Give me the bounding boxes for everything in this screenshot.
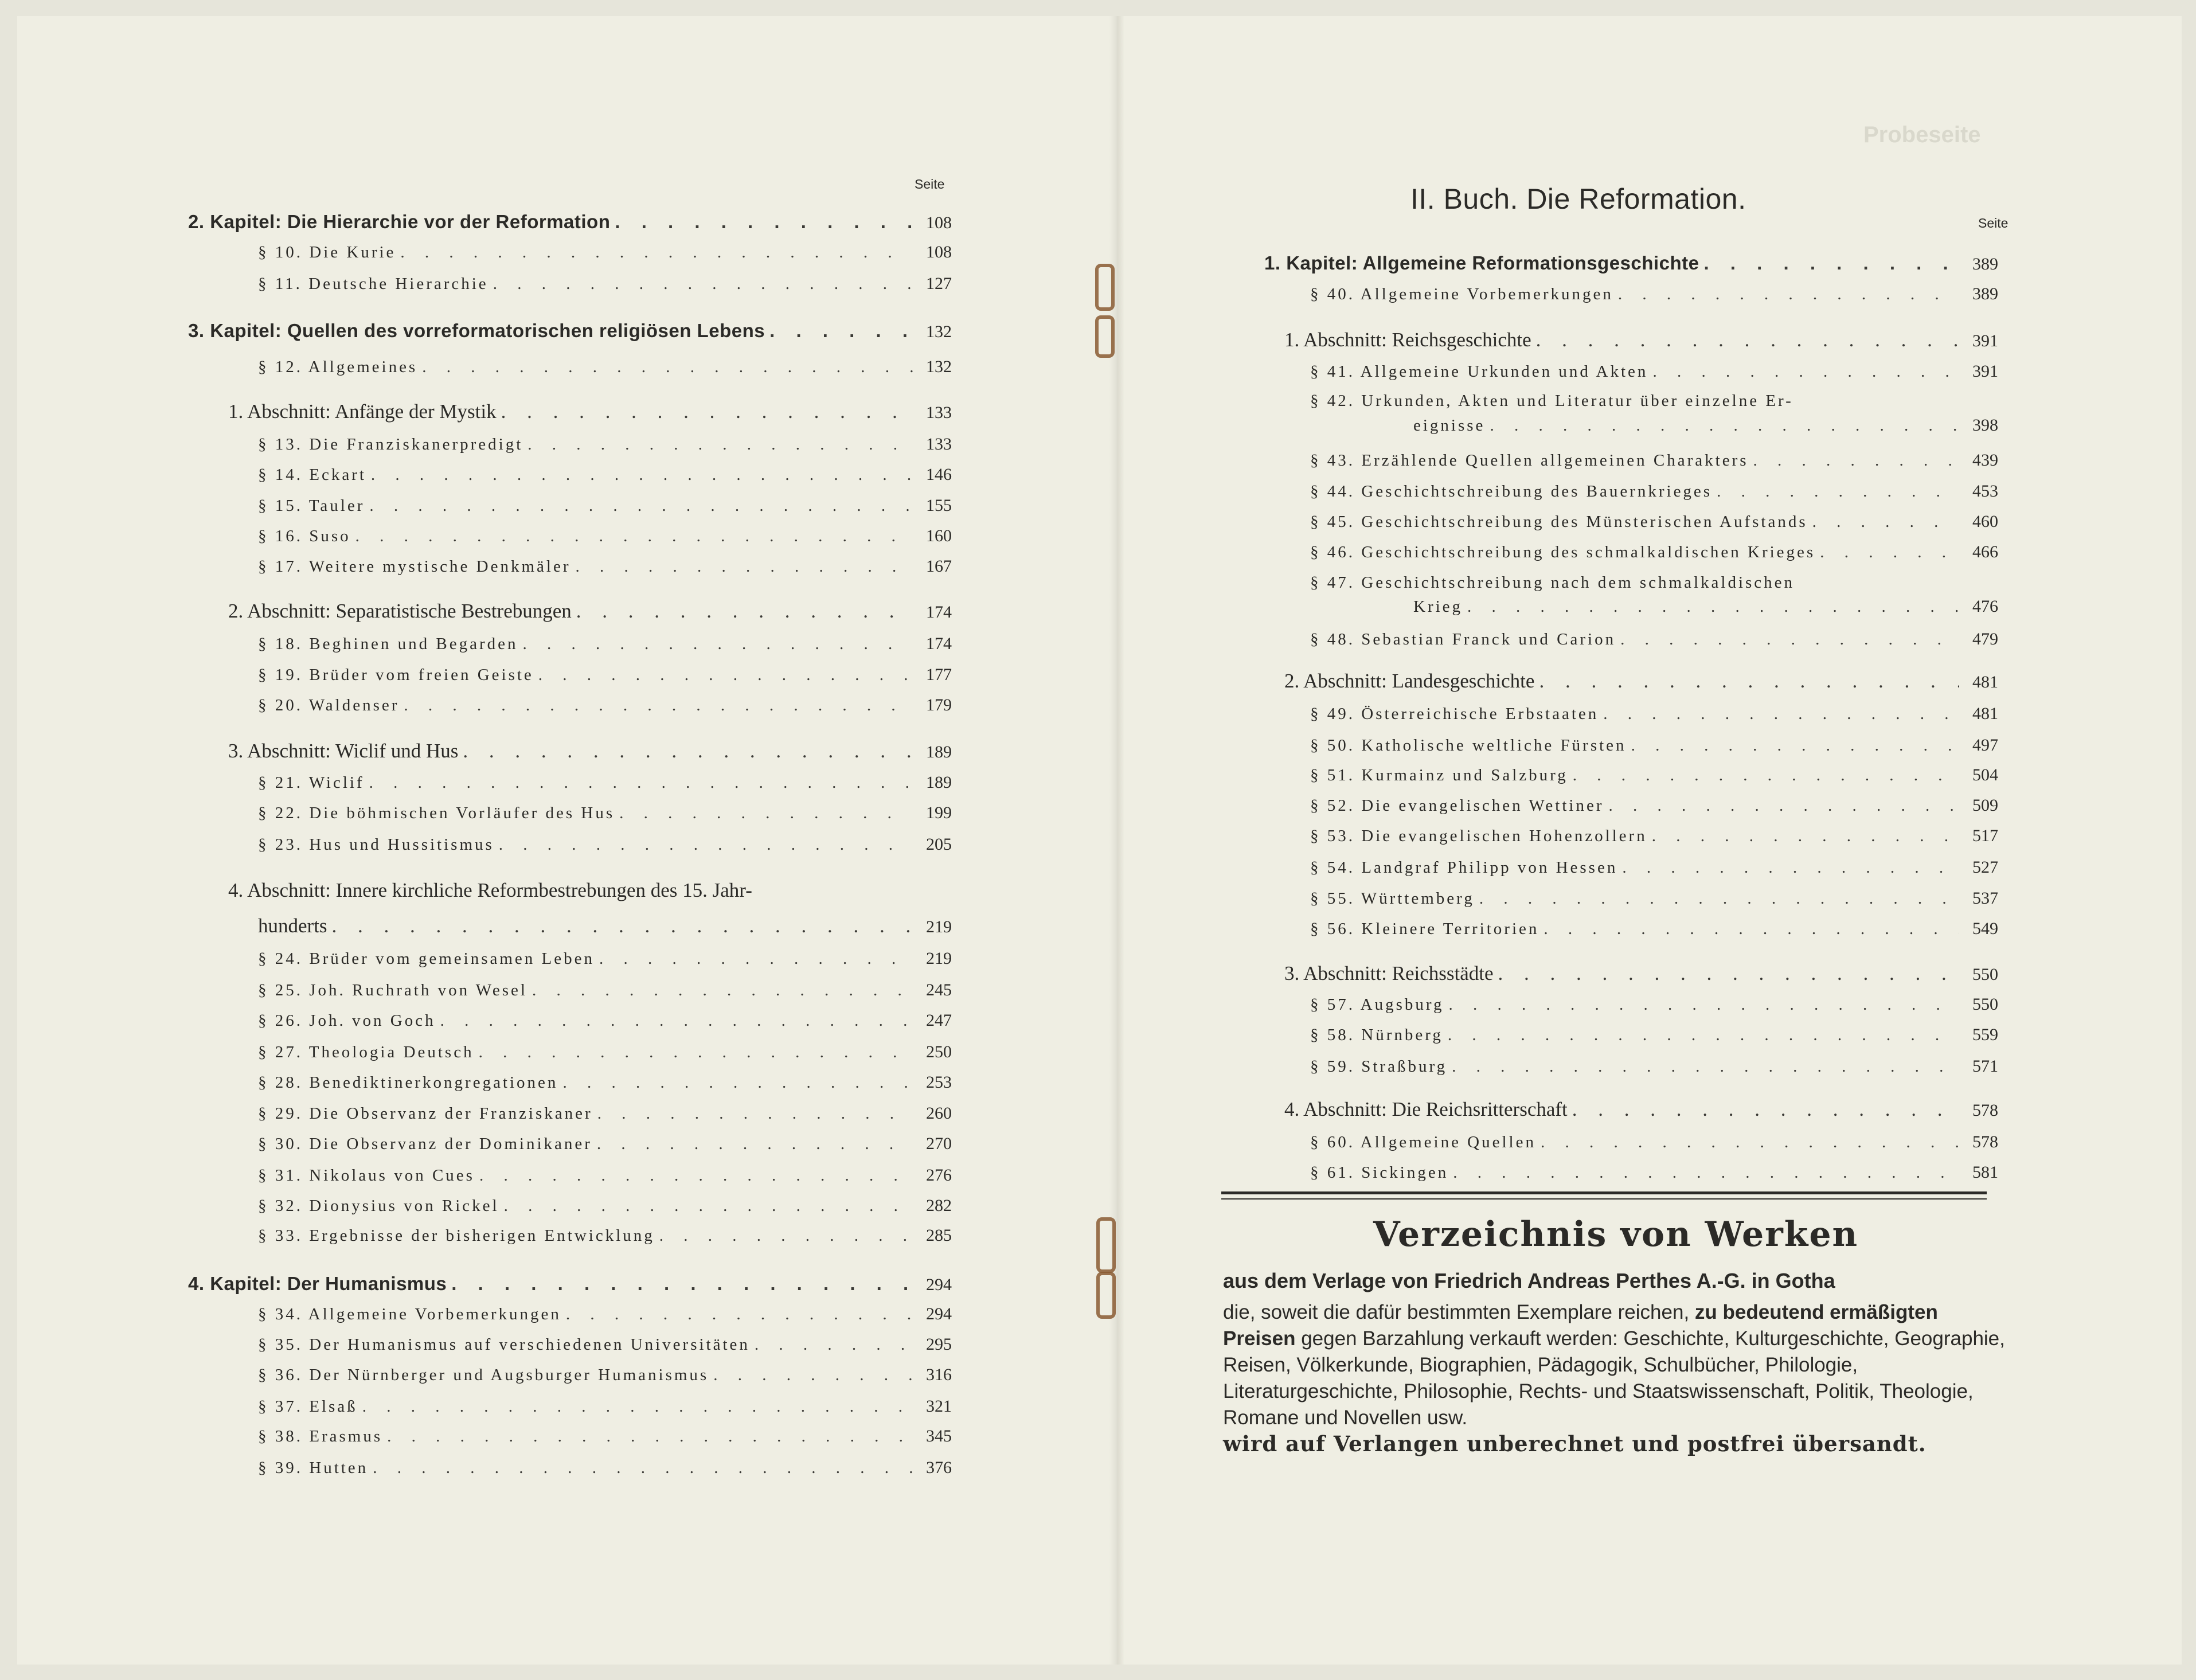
toc-page-number: 460 (1972, 512, 1998, 531)
toc-leader-dots (404, 696, 913, 715)
right-toc-entry (1310, 736, 1998, 755)
left-toc-entry (258, 1427, 952, 1446)
toc-leader-dots (355, 527, 913, 546)
left-toc-entry (258, 1166, 952, 1185)
toc-leader-dots (562, 1073, 913, 1092)
toc-page-number: 481 (1972, 704, 1998, 723)
toc-entry-title: § 40. Allgemeine Vorbemerkungen (1310, 285, 1613, 303)
toc-entry-title: 2. Kapitel: Die Hierarchie vor der Reformation (188, 211, 611, 232)
toc-page-number: 127 (926, 274, 952, 293)
left-toc-entry (258, 634, 952, 654)
toc-leader-dots (451, 1273, 913, 1295)
right-toc-entry (1310, 889, 1998, 908)
toc-page-number: 479 (1972, 630, 1998, 648)
toc-leader-dots (332, 915, 913, 937)
right-toc-entry (1310, 1057, 1998, 1076)
toc-entry-title: § 13. Die Franziskanerpredigt (258, 435, 523, 454)
toc-page-number: 294 (926, 1304, 952, 1323)
seite-label-left: Seite (915, 177, 945, 192)
toc-entry-title: 3. Abschnitt: Wiclif und Hus (228, 740, 459, 762)
left-toc-entry (258, 1458, 952, 1478)
left-toc-entry (258, 243, 952, 262)
separator-rule-thick (1221, 1191, 1987, 1194)
toc-page-number: 509 (1972, 796, 1998, 815)
toc-entry-title: § 43. Erzählende Quellen allgemeinen Charakters (1310, 451, 1749, 470)
right-toc-entry (1310, 573, 1998, 592)
toc-entry-title: § 49. Österreichische Erbstaaten (1310, 705, 1599, 723)
toc-page-number: 439 (1972, 451, 1998, 470)
right-toc-entry (1310, 284, 1998, 304)
toc-entry-title: Krieg (1413, 597, 1463, 616)
separator-rule-thin (1221, 1198, 1987, 1200)
toc-entry-title: 1. Abschnitt: Reichsgeschichte (1284, 329, 1531, 351)
toc-page-number: 179 (926, 696, 952, 714)
toc-leader-dots (1652, 827, 1959, 846)
toc-entry-title: § 26. Joh. von Goch (258, 1011, 436, 1030)
toc-page-number: 282 (926, 1196, 952, 1215)
right-toc-entry (1310, 392, 1998, 411)
toc-leader-dots (440, 1011, 913, 1030)
toc-page-number: 219 (926, 917, 952, 936)
toc-leader-dots (479, 1166, 913, 1185)
toc-entry-title: § 41. Allgemeine Urkunden und Akten (1310, 362, 1648, 381)
toc-page-number: 517 (1972, 826, 1998, 845)
toc-leader-dots (1631, 736, 1959, 755)
toc-page-number: 527 (1972, 858, 1998, 877)
right-toc-entry (1284, 1098, 1998, 1121)
toc-entry-title: 2. Abschnitt: Separatistische Bestrebungen (228, 600, 572, 622)
toc-entry-title: eignisse (1413, 416, 1486, 435)
toc-entry-title: § 35. Der Humanismus auf verschiedenen Universitäten (258, 1335, 750, 1354)
toc-entry-title: § 60. Allgemeine Quellen (1310, 1133, 1536, 1151)
right-toc-entry (1310, 995, 1998, 1014)
book-title: II. Buch. Die Reformation. (1410, 183, 1746, 215)
right-toc-entry (1310, 919, 1998, 939)
toc-page-number: 476 (1972, 597, 1998, 616)
toc-leader-dots (493, 275, 913, 294)
toc-entry-title: 2. Abschnitt: Landesgeschichte (1284, 670, 1535, 692)
right-toc-entry (1264, 252, 1998, 274)
toc-entry-title: § 55. Württemberg (1310, 889, 1475, 908)
toc-entry-title: § 48. Sebastian Franck und Carion (1310, 630, 1616, 648)
left-toc-entry (228, 600, 952, 623)
left-toc-entry (258, 835, 952, 854)
left-toc-entry (258, 435, 952, 454)
toc-page-number: 537 (1972, 889, 1998, 908)
right-toc-entry (1413, 597, 1998, 616)
toc-leader-dots (1812, 513, 1959, 532)
book-spread (17, 16, 2182, 1665)
toc-entry-title: § 30. Die Observanz der Dominikaner (258, 1135, 592, 1153)
toc-entry-title: § 33. Ergebnisse der bisherigen Entwicklung (258, 1226, 655, 1245)
toc-entry-title: § 39. Hutten (258, 1459, 369, 1477)
toc-entry-title: § 44. Geschichtschreibung des Bauernkrieges (1310, 482, 1713, 501)
right-toc-entry (1413, 416, 1998, 435)
toc-entry-title: § 20. Waldenser (258, 696, 400, 714)
ad-closing: wird auf Verlangen unberechnet und postfrei übersandt. (1223, 1431, 1927, 1456)
toc-leader-dots (597, 1104, 913, 1123)
toc-entry-title: 4. Abschnitt: Die Reichsritterschaft (1284, 1098, 1568, 1120)
toc-page-number: 559 (1972, 1025, 1998, 1044)
toc-page-number: 205 (926, 835, 952, 854)
toc-leader-dots (1539, 670, 1959, 693)
toc-page-number: 155 (926, 496, 952, 515)
toc-page-number: 345 (926, 1427, 952, 1445)
left-toc-entry (258, 1042, 952, 1062)
toc-page-number: 549 (1972, 919, 1998, 938)
toc-entry-title: § 15. Tauler (258, 497, 365, 515)
left-toc-entry (258, 665, 952, 685)
toc-leader-dots (713, 1366, 913, 1385)
left-toc-entry (258, 1397, 952, 1416)
toc-page-number: 578 (1972, 1132, 1998, 1151)
toc-leader-dots (538, 666, 913, 685)
toc-leader-dots (1618, 285, 1959, 304)
left-page (17, 16, 1107, 1665)
toc-entry-title: § 54. Landgraf Philipp von Hessen (1310, 858, 1618, 877)
toc-page-number: 453 (1972, 482, 1998, 501)
toc-leader-dots (599, 950, 913, 968)
toc-leader-dots (1717, 482, 1959, 501)
toc-page-number: 389 (1972, 255, 1998, 274)
toc-leader-dots (1572, 1098, 1959, 1121)
toc-leader-dots (527, 435, 913, 454)
toc-entry-title: 4. Kapitel: Der Humanismus (188, 1273, 447, 1294)
ad-subtitle: aus dem Verlage von Friedrich Andreas Perthes A.-G. in Gotha (1223, 1269, 1835, 1292)
toc-page-number: 578 (1972, 1101, 1998, 1120)
ad-title: Verzeichnis von Werken (1373, 1214, 1859, 1255)
toc-page-number: 108 (926, 243, 952, 261)
toc-leader-dots (615, 211, 913, 233)
toc-page-number: 550 (1972, 995, 1998, 1014)
toc-entry-title: § 45. Geschichtschreibung des Münsterischen Aufstands (1310, 513, 1808, 531)
ad-body (1223, 1299, 2009, 1431)
toc-page-number: 389 (1972, 284, 1998, 303)
toc-entry-title: § 56. Kleinere Territorien (1310, 920, 1539, 938)
toc-leader-dots (1448, 1026, 1959, 1045)
toc-page-number: 160 (926, 526, 952, 545)
left-toc-entry (258, 1226, 952, 1245)
toc-entry-title: 4. Abschnitt: Innere kirchliche Reformbestrebungen des 15. Jahr- (228, 879, 752, 901)
toc-page-number: 132 (926, 322, 952, 341)
toc-page-number: 189 (926, 773, 952, 792)
toc-entry-title: § 23. Hus und Hussitismus (258, 835, 494, 854)
toc-entry-title: § 34. Allgemeine Vorbemerkungen (258, 1305, 561, 1323)
toc-entry-title: hunderts (258, 915, 327, 937)
toc-entry-title: § 28. Benediktinerkongregationen (258, 1073, 558, 1092)
toc-page-number: 504 (1972, 765, 1998, 784)
right-toc-entry (1310, 796, 1998, 815)
toc-page-number: 247 (926, 1011, 952, 1030)
toc-leader-dots (597, 1135, 913, 1154)
toc-leader-dots (400, 243, 913, 262)
toc-entry-title: § 51. Kurmainz und Salzburg (1310, 766, 1568, 784)
left-toc-entry (258, 1104, 952, 1123)
toc-leader-dots (501, 400, 913, 423)
toc-leader-dots (373, 1459, 913, 1478)
toc-entry-title: 1. Abschnitt: Anfänge der Mystik (228, 400, 497, 423)
toc-page-number: 466 (1972, 542, 1998, 561)
left-toc-entry (258, 465, 952, 485)
toc-page-number: 550 (1972, 965, 1998, 984)
toc-leader-dots (1820, 543, 1959, 562)
left-toc-entry (258, 949, 952, 968)
toc-entry-title: § 59. Straßburg (1310, 1057, 1448, 1076)
toc-page-number: 219 (926, 949, 952, 968)
left-toc-entry (188, 211, 952, 233)
ad-body-text-1: die, soweit die dafür bestimmten Exemplare reichen, (1223, 1301, 1695, 1323)
left-toc-entry (258, 496, 952, 515)
left-toc-entry (258, 1196, 952, 1216)
ad-body-text-2: gegen Barzahlung verkauft werden: Geschichte, Kulturgeschichte, Geographie, Reisen, Völkerkunde, Biographien, Pädagogik, Schulbücher, Philologie, Literaturgeschichte, Philosophie, Rechts- und Staatswissenschaft, Politik, Theologie, Romane und Novellen usw. (1223, 1327, 2005, 1429)
toc-entry-title: § 25. Joh. Ruchrath von Wesel (258, 981, 527, 999)
toc-leader-dots (1498, 962, 1959, 985)
toc-leader-dots (523, 635, 913, 654)
toc-leader-dots (1452, 1057, 1959, 1076)
ad-body-emphasis: zu bedeutend ermäßigten Preisen (1223, 1301, 1938, 1350)
left-toc-entry (258, 1365, 952, 1385)
left-toc-entry (258, 696, 952, 715)
toc-leader-dots (1573, 766, 1959, 785)
toc-entry-title: 3. Kapitel: Quellen des vorreformatorischen religiösen Lebens (188, 320, 765, 341)
left-toc-entry (258, 526, 952, 546)
toc-entry-title: § 17. Weitere mystische Denkmäler (258, 557, 571, 576)
toc-entry-title: § 42. Urkunden, Akten und Literatur über einzelne Er- (1310, 392, 1793, 410)
toc-page-number: 270 (926, 1134, 952, 1153)
right-toc-entry (1310, 451, 1998, 470)
toc-entry-title: § 52. Die evangelischen Wettiner (1310, 796, 1604, 815)
left-toc-entry (228, 879, 952, 902)
toc-entry-title: § 10. Die Kurie (258, 243, 396, 261)
left-toc-entry (258, 1011, 952, 1030)
toc-page-number: 177 (926, 665, 952, 684)
toc-entry-title: § 61. Sickingen (1310, 1163, 1449, 1182)
toc-entry-title: § 38. Erasmus (258, 1427, 383, 1445)
toc-leader-dots (1622, 858, 1959, 877)
toc-leader-dots (504, 1197, 913, 1216)
toc-entry-title: § 50. Katholische weltliche Fürsten (1310, 736, 1627, 755)
right-toc-entry (1310, 765, 1998, 785)
toc-leader-dots (1453, 1163, 1959, 1182)
toc-leader-dots (576, 600, 913, 623)
right-toc-entry (1310, 512, 1998, 532)
left-toc-entry (228, 400, 952, 423)
toc-entry-title: 1. Kapitel: Allgemeine Reformationsgeschichte (1264, 252, 1699, 274)
toc-leader-dots (1449, 995, 1959, 1014)
toc-leader-dots (1753, 451, 1959, 470)
toc-leader-dots (1608, 796, 1959, 815)
toc-entry-title: § 18. Beghinen und Begarden (258, 635, 518, 653)
toc-page-number: 245 (926, 980, 952, 999)
toc-page-number: 174 (926, 634, 952, 653)
toc-page-number: 391 (1972, 331, 1998, 350)
toc-leader-dots (619, 804, 913, 823)
right-toc-entry (1310, 482, 1998, 501)
toc-leader-dots (755, 1335, 913, 1354)
left-toc-entry (188, 1273, 952, 1295)
right-toc-entry (1310, 362, 1998, 381)
toc-page-number: 581 (1972, 1163, 1998, 1182)
toc-entry-title: § 19. Brüder vom freien Geiste (258, 666, 534, 684)
toc-entry-title: § 27. Theologia Deutsch (258, 1043, 474, 1061)
right-toc-entry (1310, 858, 1998, 877)
toc-entry-title: § 37. Elsaß (258, 1397, 358, 1416)
toc-leader-dots (1544, 920, 1959, 939)
left-toc-entry (258, 1073, 952, 1092)
toc-entry-title: § 24. Brüder vom gemeinsamen Leben (258, 950, 595, 968)
toc-page-number: 250 (926, 1042, 952, 1061)
toc-leader-dots (369, 773, 913, 792)
right-toc-entry (1284, 670, 1998, 693)
left-toc-entry (258, 773, 952, 792)
toc-leader-dots (1490, 416, 1959, 435)
toc-leader-dots (1536, 329, 1959, 351)
toc-page-number: 108 (926, 213, 952, 232)
toc-leader-dots (769, 320, 913, 342)
left-toc-entry (188, 320, 952, 342)
right-toc-entry (1310, 542, 1998, 562)
left-toc-entry (258, 1304, 952, 1324)
toc-page-number: 481 (1972, 673, 1998, 691)
seite-label-right: Seite (1978, 216, 2009, 230)
toc-leader-dots (532, 981, 913, 1000)
toc-leader-dots (369, 497, 913, 515)
toc-page-number: 133 (926, 403, 952, 422)
toc-entry-title: § 29. Die Observanz der Franziskaner (258, 1104, 593, 1123)
toc-entry-title: § 22. Die böhmischen Vorläufer des Hus (258, 804, 615, 822)
toc-page-number: 285 (926, 1226, 952, 1245)
right-toc-entry (1310, 630, 1998, 649)
toc-page-number: 260 (926, 1104, 952, 1123)
toc-leader-dots (371, 466, 913, 485)
left-toc-entry (258, 803, 952, 823)
toc-entry-title: § 36. Der Nürnberger und Augsburger Humanismus (258, 1366, 709, 1384)
left-toc-entry (228, 740, 952, 763)
right-toc-entry (1310, 1025, 1998, 1045)
toc-page-number: 174 (926, 603, 952, 622)
toc-page-number: 167 (926, 557, 952, 576)
toc-entry-title: § 53. Die evangelischen Hohenzollern (1310, 827, 1647, 845)
toc-entry-title: § 32. Dionysius von Rickel (258, 1197, 499, 1215)
toc-leader-dots (1603, 705, 1959, 724)
right-toc-entry (1310, 1163, 1998, 1182)
toc-page-number: 276 (926, 1166, 952, 1185)
toc-leader-dots (1479, 889, 1959, 908)
toc-leader-dots (362, 1397, 913, 1416)
center-fold (1109, 16, 1124, 1665)
right-toc-entry (1284, 962, 1998, 985)
left-toc-entry (258, 1335, 952, 1354)
left-toc-entry (258, 557, 952, 576)
toc-page-number: 391 (1972, 362, 1998, 381)
left-toc-entry (258, 1134, 952, 1154)
toc-leader-dots (566, 1305, 913, 1324)
toc-leader-dots (659, 1226, 913, 1245)
toc-page-number: 295 (926, 1335, 952, 1354)
toc-entry-title: § 31. Nikolaus von Cues (258, 1166, 475, 1185)
left-toc-entry (258, 915, 952, 937)
toc-page-number: 146 (926, 465, 952, 484)
toc-page-number: 571 (1972, 1057, 1998, 1076)
toc-page-number: 294 (926, 1275, 952, 1294)
ghost-stamp: Probeseite (1863, 122, 1981, 147)
toc-entry-title: 3. Abschnitt: Reichsstädte (1284, 962, 1494, 984)
toc-entry-title: § 46. Geschichtschreibung des schmalkaldischen Krieges (1310, 543, 1816, 561)
toc-leader-dots (422, 358, 913, 377)
toc-page-number: 132 (926, 357, 952, 376)
toc-page-number: 376 (926, 1458, 952, 1477)
toc-page-number: 133 (926, 435, 952, 454)
toc-page-number: 253 (926, 1073, 952, 1092)
toc-page-number: 199 (926, 803, 952, 822)
toc-leader-dots (463, 740, 913, 763)
toc-page-number: 189 (926, 743, 952, 761)
toc-entry-title: § 57. Augsburg (1310, 995, 1444, 1014)
toc-entry-title: § 16. Suso (258, 527, 351, 545)
right-toc-entry (1310, 1132, 1998, 1152)
toc-leader-dots (575, 557, 913, 576)
left-toc-entry (258, 274, 952, 294)
toc-leader-dots (387, 1427, 913, 1446)
toc-page-number: 316 (926, 1365, 952, 1384)
left-toc-entry (258, 357, 952, 377)
right-toc-entry (1310, 704, 1998, 724)
toc-leader-dots (1467, 597, 1959, 616)
toc-leader-dots (1541, 1133, 1959, 1152)
toc-entry-title: § 12. Allgemeines (258, 358, 418, 376)
toc-entry-title: § 58. Nürnberg (1310, 1026, 1443, 1044)
toc-leader-dots (499, 835, 913, 854)
toc-entry-title: § 11. Deutsche Hierarchie (258, 275, 489, 293)
toc-page-number: 398 (1972, 416, 1998, 435)
toc-entry-title: § 14. Eckart (258, 466, 366, 484)
toc-leader-dots (1652, 362, 1959, 381)
toc-leader-dots (1620, 630, 1959, 649)
right-toc-entry (1284, 329, 1998, 351)
toc-leader-dots (1703, 252, 1959, 274)
right-toc-entry (1310, 826, 1998, 846)
toc-page-number: 497 (1972, 736, 1998, 755)
toc-leader-dots (479, 1043, 913, 1062)
toc-entry-title: § 47. Geschichtschreibung nach dem schmalkaldischen (1310, 573, 1795, 592)
toc-entry-title: § 21. Wiclif (258, 773, 365, 792)
toc-page-number: 321 (926, 1397, 952, 1416)
right-page (1127, 16, 2182, 1665)
left-toc-entry (258, 980, 952, 1000)
